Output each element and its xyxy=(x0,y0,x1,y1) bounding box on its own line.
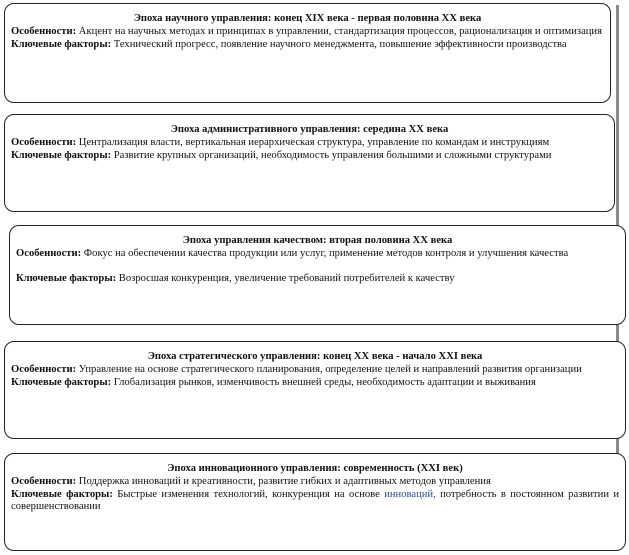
era-title: Эпоха управления качеством: вторая половина XX века xyxy=(182,235,453,246)
era-box-quality xyxy=(9,225,626,325)
era-box-innovative xyxy=(4,453,626,551)
features-label: Особенности: xyxy=(11,137,77,149)
factors-label: Ключевые факторы: xyxy=(11,376,112,388)
era-factors xyxy=(11,39,604,51)
features-text: Управление на основе стратегического планирования, определение целей и направлений развития организации xyxy=(78,364,582,376)
features-text: Акцент на научных методах и принципах в управлении, стандартизация процессов, рационализация и оптимизация xyxy=(78,26,602,38)
era-title: Эпоха инновационного управления: современность (XXI век) xyxy=(167,463,463,474)
era-factors xyxy=(11,489,619,514)
factors-text: Технический прогресс, появление научного менеджмента, повышение эффективности производства xyxy=(113,38,567,50)
features-label: Особенности: xyxy=(16,248,82,260)
features-label: Особенности: xyxy=(11,26,77,38)
features-text: Поддержка инноваций и креативности, развитие гибких и адаптивных методов управления xyxy=(78,476,491,488)
era-box-administrative xyxy=(4,114,615,212)
factors-text: Возросшая конкуренция, увеличение требований потребителей к качеству xyxy=(118,272,455,284)
era-factors xyxy=(11,377,619,389)
factors-text-pre: Быстрые изменения технологий, конкуренция на основе xyxy=(117,488,380,500)
era-features xyxy=(11,137,608,149)
features-label: Особенности: xyxy=(11,364,77,376)
features-text: Фокус на обеспечении качества продукции или услуг, применение методов контроля и улучшения качества xyxy=(83,248,569,260)
factors-label: Ключевые факторы: xyxy=(11,149,112,161)
era-features xyxy=(11,476,619,488)
factors-label: Ключевые факторы: xyxy=(11,488,113,500)
era-title: Эпоха стратегического управления: конец XX века - начало XXI века xyxy=(147,351,483,362)
era-box-strategic xyxy=(4,341,626,439)
factors-label: Ключевые факторы: xyxy=(11,38,112,50)
factors-label: Ключевые факторы: xyxy=(16,272,117,284)
era-features xyxy=(16,248,619,260)
factors-text-post: потребность в постоянном развитии и совершенствовании xyxy=(11,488,620,513)
era-features xyxy=(11,26,604,38)
features-text: Централизация власти, вертикальная иерархическая структура, управление по командам и инструкциям xyxy=(78,137,550,149)
era-title: Эпоха административного управления: середина XX века xyxy=(170,124,449,135)
era-factors xyxy=(11,150,608,162)
era-title: Эпоха научного управления: конец XIX века - первая половина XX века xyxy=(133,13,482,24)
era-box-scientific xyxy=(4,3,611,103)
era-features xyxy=(11,364,619,376)
factors-text: Глобализация рынков, изменчивость внешней среды, необходимость адаптации и выживания xyxy=(113,376,536,388)
era-factors xyxy=(16,273,619,285)
features-label: Особенности: xyxy=(11,476,77,488)
factors-text: Развитие крупных организаций, необходимость управления большими и сложными структурами xyxy=(113,149,552,161)
factors-text-highlight: инноваций, xyxy=(384,488,436,500)
